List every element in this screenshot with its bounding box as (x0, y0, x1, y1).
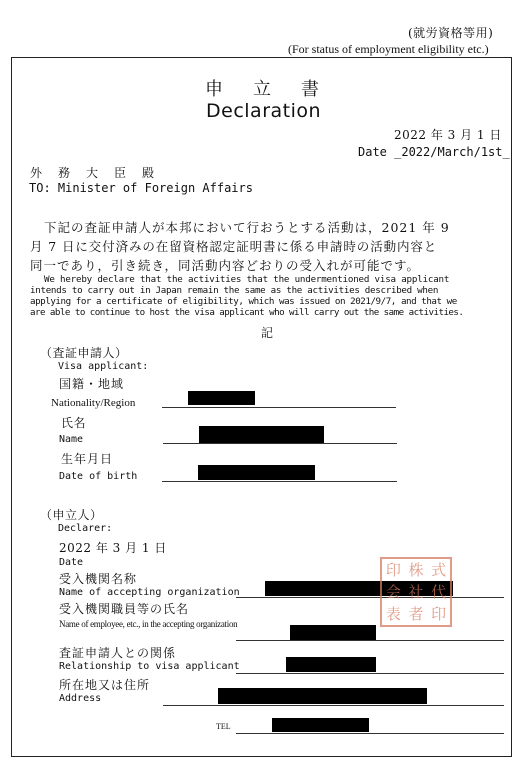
title-jp: 申 立 書 (205, 79, 325, 100)
seal-char: 式 (431, 561, 447, 579)
declarer-header-jp: （申立人） (40, 508, 103, 522)
declarer-header-en: Declarer: (58, 523, 113, 534)
applicant-header-jp: （査証申請人） (40, 346, 128, 360)
statement-en-line3: applying for a certificate of eligibility, which was issued on 2021/9/7, and that we (30, 296, 457, 307)
seal-char: 社 (408, 583, 424, 601)
employee-label-jp: 受入機関職員等の氏名 (59, 602, 190, 616)
name-line (163, 443, 397, 444)
address-label-en: Address (59, 693, 102, 704)
seal-char: 印 (385, 561, 401, 579)
tel-redaction (272, 718, 369, 732)
declarer-date-en: Date (59, 557, 84, 568)
nationality-label-en: Nationality/Region (51, 397, 136, 409)
relation-line (236, 673, 504, 674)
dob-label-en: Date of birth (59, 471, 138, 482)
address-redaction (218, 688, 427, 704)
ki-mark: 記 (261, 326, 274, 340)
name-label-en: Name (59, 434, 84, 445)
address-line (163, 705, 504, 706)
nationality-line (162, 407, 396, 408)
address-label-jp: 所在地又は住所 (59, 678, 151, 692)
seal-char: 会 (385, 583, 401, 601)
dob-line (162, 481, 397, 482)
employee-redaction (290, 625, 376, 640)
form-type-note-en: (For status of employment eligibility etc.) (288, 42, 489, 56)
date-top-jp: 2022 年 3 月 1 日 (394, 128, 502, 142)
statement-en-line2: intends to carry out in Japan remain the same as the activities described when (30, 285, 439, 296)
seal-char: 印 (431, 605, 447, 623)
employee-label-en: Name of employee, etc., in the accepting organization (59, 619, 238, 629)
dob-label-jp: 生年月日 (61, 452, 114, 466)
statement-jp-line2: 月 7 日に交付済みの在留資格認定証明書に係る申請時の活動内容と (30, 239, 438, 254)
relation-label-en: Relationship to visa applicant (59, 661, 240, 672)
company-seal-stamp (380, 557, 452, 627)
seal-char: 者 (408, 605, 424, 623)
relation-redaction (286, 657, 376, 672)
nationality-label-jp: 国籍・地域 (59, 377, 125, 391)
date-top-en: Date _2022/March/1st_ (358, 145, 510, 159)
nationality-redaction (188, 391, 255, 405)
statement-jp-line1: 下記の査証申請人が本邦において行おうとする活動は，2021 年 9 (44, 220, 450, 235)
tel-label: TEL (216, 722, 231, 731)
dob-redaction (198, 465, 315, 480)
declarer-date-jp: 2022 年 3 月 1 日 (59, 541, 167, 555)
name-redaction (199, 426, 324, 443)
title-en: Declaration (206, 100, 322, 122)
statement-jp-line3: 同一であり，引き続き，同活動内容どおりの受入れが可能です。 (30, 258, 421, 273)
org-label-en: Name of accepting organization (59, 587, 240, 598)
name-label-jp: 氏名 (61, 416, 87, 430)
statement-en-line4: are able to continue to host the visa applicant who will carry out the same activities. (30, 307, 464, 318)
statement-en-line1: We hereby declare that the activities that the undermentioned visa applicant (44, 274, 450, 285)
seal-char: 株 (408, 561, 424, 579)
tel-line (236, 733, 504, 734)
org-line (236, 597, 504, 598)
form-type-note-jp: (就労資格等用) (408, 26, 494, 40)
addressee-jp: 外 務 大 臣 殿 (30, 166, 157, 180)
seal-char: 代 (431, 583, 447, 601)
relation-label-jp: 査証申請人との関係 (59, 646, 177, 660)
employee-line (236, 640, 504, 641)
applicant-header-en: Visa applicant: (58, 361, 149, 372)
addressee-en: TO: Minister of Foreign Affairs (29, 181, 253, 195)
seal-char: 表 (385, 605, 401, 623)
org-label-jp: 受入機関名称 (59, 572, 138, 586)
